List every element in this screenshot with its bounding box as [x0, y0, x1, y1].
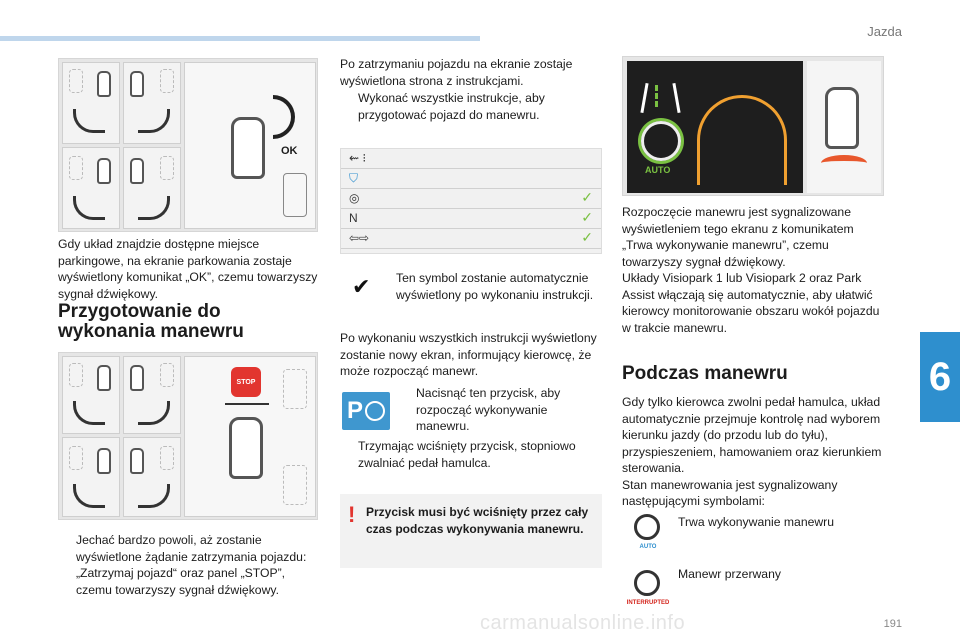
maneuver-interrupted-symbol: [622, 568, 674, 616]
parking-found-text: Gdy układ znajdzie dostępne miejsce parkingowe, na ekranie parkowania zostaje wyświetlony komunikat „OK”, czemu towarzyszy sygnał dźwiękowy.: [58, 237, 318, 301]
diagram-cell: [123, 147, 181, 229]
camera-view: [627, 61, 803, 193]
instruction-bullet: Nacisnąć ten przycisk, aby rozpocząć wykonywanie manewru.: [416, 386, 561, 433]
park-button-icon: P: [342, 392, 390, 430]
check-note: Ten symbol zostanie automatycznie wyświetlony po wykonaniu instrukcji.: [396, 271, 594, 302]
page-number: 191: [883, 618, 902, 630]
ok-label: OK: [281, 145, 298, 157]
vehicle-icon: [825, 87, 859, 149]
vehicle-icon: [231, 117, 265, 179]
interrupted-symbol-label: INTERRUPTED: [626, 600, 670, 606]
stopped-text: Po zatrzymaniu pojazdu na ekranie zostaje wyświetlona strona z instrukcjami.: [340, 57, 573, 88]
neutral-gear-icon: N: [349, 211, 358, 225]
section-heading-during: Podczas manewru: [622, 363, 788, 384]
parking-screen-cell: [184, 62, 316, 229]
interrupted-symbol-text: Manewr przerwany: [678, 567, 781, 581]
instructions-panel: [340, 148, 602, 254]
trajectory-lines: [697, 95, 787, 185]
check-icon: ✓: [581, 229, 593, 245]
instruction-bullet: Trzymając wciśnięty przycisk, stopniowo zwalniać pedał hamulca.: [358, 439, 576, 470]
auto-label: AUTO: [645, 165, 671, 175]
warning-icon: !: [348, 502, 356, 527]
section-title: Jazda: [867, 24, 902, 39]
back-icon: ⇜ ⁝: [349, 151, 367, 165]
panel-row: [341, 209, 601, 229]
during-maneuver-text: Gdy tylko kierowca zwolni pedał hamulca, układ automatycznie przejmuje kontrolę nad wyborem kierunku jazdy (do przodu lub do tyłu), przyspieszeniem, hamowaniem oraz kierunkiem sterowania. Stan manewrowania jest sygnalizowany następującymi symbolami:: [622, 395, 882, 508]
auto-symbol-text: Trwa wykonywanie manewru: [678, 515, 835, 529]
steering-wheel-icon: [641, 121, 681, 161]
stop-line: [225, 403, 269, 405]
parking-screen-cell: [184, 356, 316, 517]
after-instructions-text: Po wykonaniu wszystkich instrukcji wyświetlony zostanie nowy ekran, informujący kierowcę, że może rozpocząć manewr.: [340, 331, 597, 378]
watermark: carmanualsonline.info: [480, 612, 686, 634]
steering-wheel-icon: [365, 401, 385, 421]
maneuver-auto-symbol: [622, 512, 674, 560]
maneuver-screen-figure: [622, 56, 884, 196]
parking-spot-found-figure: [58, 58, 318, 232]
stop-request-figure: [58, 352, 318, 520]
auto-symbol-label: AUTO: [639, 544, 657, 550]
steering-wheel-icon: [634, 514, 660, 540]
warning-box: [340, 494, 602, 568]
maneuver-start-text: Rozpoczęcie manewru jest sygnalizowane wyświetleniem tego ekranu z komunikatem „Trwa wykonywanie manewru”, czemu towarzyszy sygnał dźwiękowy. Układy Visiopark 1 lub Visiopark 2 oraz Park Assist włączają się automatycznie, aby ułatwić kierowcy monitorowanie obszaru wokół pojazdu w trakcie manewru.: [622, 205, 880, 335]
lane-guide-right: [672, 83, 680, 113]
diagram-cell: [123, 62, 181, 144]
diagram-cell: [62, 147, 120, 229]
panel-row: [341, 169, 601, 189]
chapter-tab: 6: [920, 332, 960, 422]
panel-row: [341, 189, 601, 209]
stop-sign-icon: STOP: [231, 367, 261, 397]
panel-row: [341, 149, 601, 169]
rear-sensor-zone: [821, 155, 867, 171]
sensor-waves-icon: [273, 95, 295, 139]
diagram-cell: [62, 356, 120, 434]
top-view: [807, 61, 881, 193]
top-accent-bar: [0, 36, 480, 41]
diagram-cell: [62, 62, 120, 144]
down-arrow-icon: [655, 85, 665, 107]
instruction-bullet: Wykonać wszystkie instrukcje, aby przygotować pojazd do manewru.: [358, 91, 545, 122]
instruction-bullet: Jechać bardzo powoli, aż zostanie wyświetlone żądanie zatrzymania pojazdu: „Zatrzymaj pojazd“ oraz panel „STOP”, czemu towarzyszy sygnał dźwiękowy.: [76, 533, 307, 597]
vehicle-icon: [229, 417, 263, 479]
diagram-cell: [123, 356, 181, 434]
diagram-cell: [62, 437, 120, 517]
lane-guide-left: [640, 83, 648, 113]
panel-row: [341, 229, 601, 249]
seatbelt-icon: ⛉: [349, 171, 359, 185]
checkmark-symbol: ✔: [352, 274, 371, 299]
check-icon: ✓: [581, 189, 593, 205]
indicator-icon: ⇦⇨: [349, 231, 370, 245]
section-heading-preparation: Przygotowanie do wykonania manewru: [58, 301, 244, 342]
diagram-cell: [123, 437, 181, 517]
warning-text: Przycisk musi być wciśnięty przez cały czas podczas wykonywania manewru.: [366, 505, 589, 536]
check-icon: ✓: [581, 209, 593, 225]
steering-wheel-icon: [634, 570, 660, 596]
brake-icon: ◎: [349, 191, 360, 205]
